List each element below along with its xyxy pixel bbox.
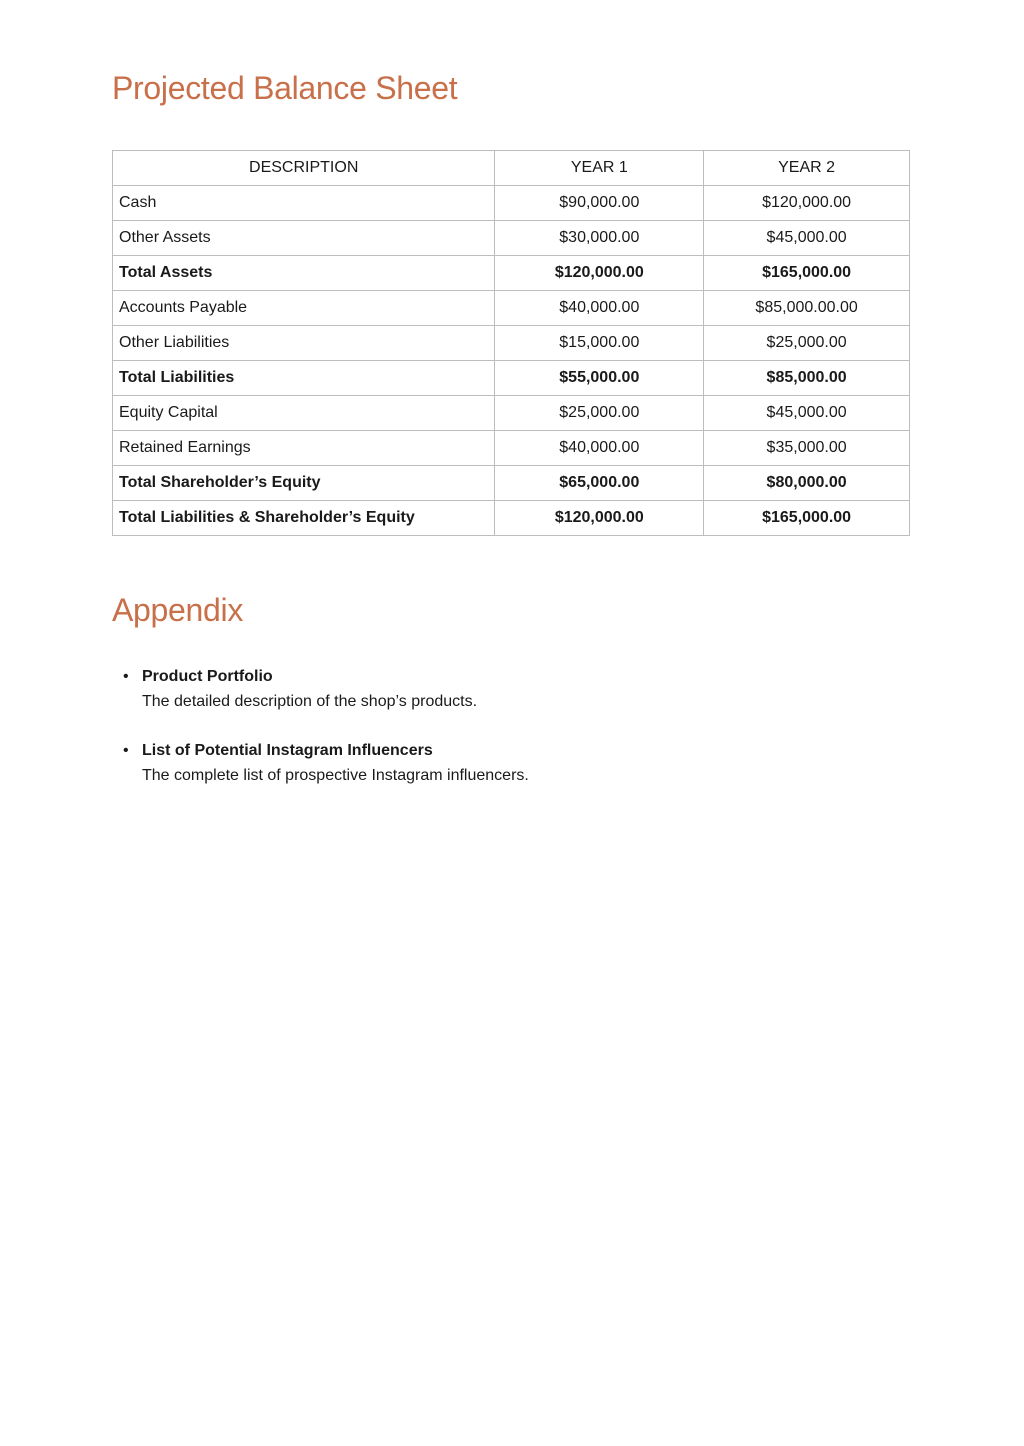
appendix-item-title: List of Potential Instagram Influencers — [142, 742, 433, 759]
row-year-1-value: $120,000.00 — [495, 501, 704, 536]
column-header-year-1: YEAR 1 — [495, 151, 704, 186]
table-total-row — [113, 501, 910, 536]
row-year-2-value: $85,000.00.00 — [704, 291, 910, 326]
table-total-row — [113, 361, 910, 396]
row-year-1-value: $120,000.00 — [495, 256, 704, 291]
table-header-row — [113, 151, 910, 186]
row-description: Accounts Payable — [113, 291, 495, 326]
bullet-icon: • — [123, 742, 129, 759]
row-description: Total Shareholder’s Equity — [113, 466, 495, 501]
table-row — [113, 186, 910, 221]
row-year-2-value: $45,000.00 — [704, 396, 910, 431]
row-year-1-value: $15,000.00 — [495, 326, 704, 361]
appendix-list — [112, 664, 529, 812]
row-description: Total Liabilities — [113, 361, 495, 396]
table-row — [113, 326, 910, 361]
appendix-item-description: The complete list of prospective Instagram influencers. — [142, 767, 529, 784]
balance-sheet-title: Projected Balance Sheet — [112, 70, 458, 106]
column-header-year-2: YEAR 2 — [704, 151, 910, 186]
row-year-1-value: $25,000.00 — [495, 396, 704, 431]
bullet-icon: • — [123, 668, 129, 685]
row-year-2-value: $165,000.00 — [704, 256, 910, 291]
table-total-row — [113, 256, 910, 291]
appendix-item-description: The detailed description of the shop’s products. — [142, 693, 478, 710]
row-year-2-value: $25,000.00 — [704, 326, 910, 361]
row-description: Other Assets — [113, 221, 495, 256]
table-total-row — [113, 466, 910, 501]
row-description: Other Liabilities — [113, 326, 495, 361]
row-year-2-value: $120,000.00 — [704, 186, 910, 221]
row-year-1-value: $40,000.00 — [495, 431, 704, 466]
row-year-1-value: $30,000.00 — [495, 221, 704, 256]
row-description: Retained Earnings — [113, 431, 495, 466]
row-year-2-value: $165,000.00 — [704, 501, 910, 536]
table-row — [113, 396, 910, 431]
row-year-2-value: $45,000.00 — [704, 221, 910, 256]
row-description: Equity Capital — [113, 396, 495, 431]
row-year-2-value: $80,000.00 — [704, 466, 910, 501]
row-year-2-value: $85,000.00 — [704, 361, 910, 396]
row-year-1-value: $65,000.00 — [495, 466, 704, 501]
balance-sheet-table — [112, 150, 910, 536]
appendix-item-title: Product Portfolio — [142, 668, 273, 685]
column-header-description: DESCRIPTION — [113, 151, 495, 186]
list-item — [123, 738, 529, 788]
row-description: Total Liabilities & Shareholder’s Equity — [113, 501, 495, 536]
table-row — [113, 221, 910, 256]
list-item — [123, 664, 529, 714]
row-description: Cash — [113, 186, 495, 221]
table-row — [113, 431, 910, 466]
row-year-1-value: $55,000.00 — [495, 361, 704, 396]
appendix-title: Appendix — [112, 592, 244, 628]
row-year-2-value: $35,000.00 — [704, 431, 910, 466]
row-description: Total Assets — [113, 256, 495, 291]
row-year-1-value: $90,000.00 — [495, 186, 704, 221]
row-year-1-value: $40,000.00 — [495, 291, 704, 326]
table-row — [113, 291, 910, 326]
